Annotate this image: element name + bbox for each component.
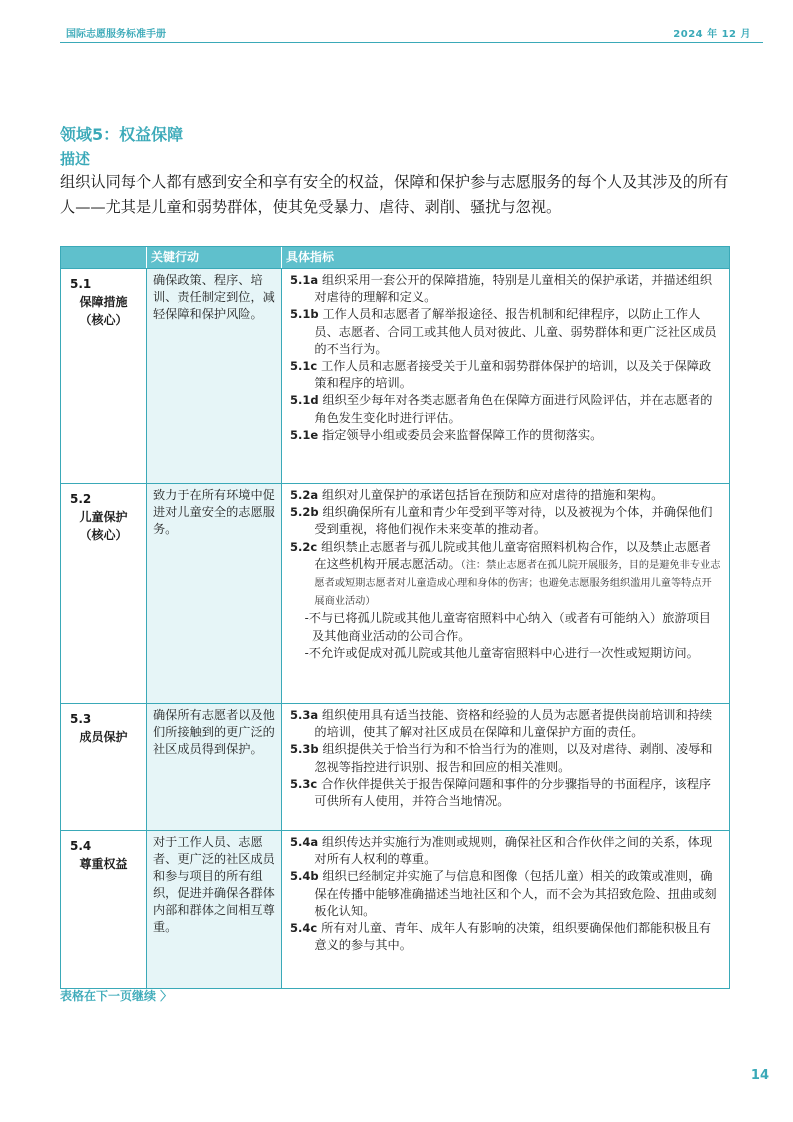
indicator-text: 组织对儿童保护的承诺包括旨在预防和应对虐待的措施和架构。 [322, 488, 664, 502]
indicator-id: 5.4a [290, 835, 319, 849]
indicator-id: 5.2b [290, 505, 319, 520]
indicators-cell [281, 831, 729, 988]
indicator-item [290, 392, 721, 426]
indicator-text: 组织提供关于恰当行为和不恰当行为的准则，以及对虐待、剥削、凌辱和忽视等指控进行识别、报告和回应的相关准则。 [314, 742, 713, 774]
indicator-text: 组织传达并实施行为准则或规则，确保社区和合作伙伴之间的关系，体现对所有人权利的尊重。 [314, 835, 713, 867]
header-indicators: 具体指标 [281, 247, 729, 268]
description-heading: 描述 [60, 150, 91, 168]
header-doc-title: 国际志愿服务标准手册 [66, 29, 166, 40]
indicator-id: 5.1a [290, 273, 319, 287]
header-divider [60, 42, 763, 43]
indicator-item [290, 306, 721, 358]
table-row [61, 703, 729, 830]
section-title: 领域5：权益保障 [60, 125, 184, 144]
indicator-id: 5.1e [290, 427, 319, 442]
indicator-sub-item: -不与已将孤儿院或其他儿童寄宿照料中心纳入（或者有可能纳入）旅游项目及其他商业活动的公司合作。 [304, 611, 711, 643]
indicator-id: 5.3a [290, 708, 319, 722]
page-header [0, 0, 793, 44]
indicators-cell [281, 484, 729, 703]
indicator-item [290, 868, 721, 920]
indicators-cell [281, 269, 729, 483]
row-core-tag: （核心） [79, 528, 128, 542]
indicator-item [290, 504, 721, 538]
key-action-cell: 对于工作人员、志愿者、更广泛的社区成员和参与项目的所有组织，促进并确保各群体内部和群体之间相互尊重。 [146, 831, 281, 988]
indicator-id: 5.1c [290, 359, 318, 374]
key-action-cell: 确保所有志愿者以及他们所接触到的更广泛的社区成员得到保护。 [146, 704, 281, 830]
indicator-item [290, 487, 721, 504]
header-blank-cell [61, 247, 146, 268]
standards-table [60, 246, 730, 989]
indicator-item [290, 358, 721, 392]
indicator-item [290, 834, 721, 868]
table-row [61, 830, 729, 988]
page-number: 14 [750, 1068, 769, 1083]
indicator-id: 5.4c [290, 921, 318, 936]
header-key-action: 关键行动 [146, 247, 281, 268]
table-header [61, 247, 729, 268]
indicator-item [290, 741, 721, 775]
indicator-id: 5.4b [290, 869, 319, 884]
indicator-item [290, 707, 721, 741]
header-date: 2024 年 12 月 [673, 29, 751, 40]
row-number: 5.1 [70, 277, 92, 291]
row-name: 尊重权益 [79, 857, 128, 871]
indicator-text: 组织确保所有儿童和青少年受到平等对待，以及被视为个体，并确保他们受到重视，将他们视作未来变革的推动者。 [314, 505, 713, 537]
indicator-text: 组织采用一套公开的保障措施，特别是儿童相关的保护承诺，并描述组织对虐待的理解和定义。 [314, 273, 713, 305]
indicator-item [290, 920, 721, 954]
indicator-item [290, 776, 721, 810]
table-row [61, 483, 729, 703]
row-name: 儿童保护 [79, 510, 128, 524]
description-text: 组织认同每个人都有感到安全和享有安全的权益，保障和保护参与志愿服务的每个人及其涉及的所有人——尤其是儿童和弱势群体，使其免受暴力、虐待、剥削、骚扰与忽视。 [60, 173, 729, 216]
indicator-text: 组织使用具有适当技能、资格和经验的人员为志愿者提供岗前培训和持续的培训，使其了解对社区成员在保障和儿童保护方面的责任。 [314, 708, 713, 740]
indicator-text: 组织禁止志愿者与孤儿院或其他儿童寄宿照料机构合作，以及禁止志愿者在这些机构开展志愿活动。 [314, 539, 712, 571]
indicator-sub-item: -不允许或促成对孤儿院或其他儿童寄宿照料中心进行一次性或短期访问。 [304, 645, 699, 660]
row-number: 5.2 [70, 492, 92, 506]
row-label [61, 484, 146, 703]
indicator-text: 工作人员和志愿者了解举报途径、报告机制和纪律程序，以防止工作人员、志愿者、合同工或其他人员对彼此、儿童、弱势群体和更广泛社区成员的不当行为。 [314, 307, 717, 356]
row-name: 成员保护 [79, 730, 128, 744]
row-label [61, 269, 146, 483]
key-action-cell: 确保政策、程序、培训、责任制定到位，减轻保障和保护风险。 [146, 269, 281, 483]
indicator-item [290, 539, 721, 611]
row-number: 5.4 [70, 839, 92, 853]
row-label [61, 704, 146, 830]
row-name: 保障措施 [79, 295, 128, 309]
table-row [61, 268, 729, 483]
key-action-cell: 致力于在所有环境中促进对儿童安全的志愿服务。 [146, 484, 281, 703]
continue-next-page-link[interactable]: 表格在下一页继续 〉 [60, 989, 173, 1003]
indicator-note: （注：禁止志愿者在孤儿院开展服务，目的是避免非专业志愿者或短期志愿者对儿童造成心理和身体的伤害；也避免志愿服务组织滥用儿童等特点开展商业活动） [314, 559, 721, 608]
indicator-id: 5.1d [290, 393, 319, 408]
indicator-text: 工作人员和志愿者接受关于儿童和弱势群体保护的培训，以及关于保障政策和程序的培训。 [314, 359, 712, 391]
indicator-text: 所有对儿童、青年、成年人有影响的决策，组织要确保他们都能积极且有意义的参与其中。 [314, 921, 712, 953]
indicator-id: 5.3c [290, 776, 318, 791]
row-number: 5.3 [70, 712, 92, 726]
indicator-id: 5.3b [290, 742, 319, 757]
row-label [61, 831, 146, 988]
row-core-tag: （核心） [79, 313, 128, 327]
indicator-id: 5.2c [290, 539, 318, 554]
indicator-id: 5.1b [290, 307, 319, 322]
indicator-text: 合作伙伴提供关于报告保障问题和事件的分步骤指导的书面程序，该程序可供所有人使用，并符合当地情况。 [314, 776, 712, 809]
indicator-item [290, 427, 721, 444]
indicator-text: 指定领导小组或委员会来监督保障工作的贯彻落实。 [322, 427, 603, 442]
indicator-id: 5.2a [290, 488, 319, 502]
indicators-cell [281, 704, 729, 830]
indicator-item [290, 272, 721, 306]
indicator-text: 组织已经制定并实施了与信息和图像（包括儿童）相关的政策或准则，确保在传播中能够准确描述当地社区和个人，而不会为其招致危险、扭曲或刻板化认知。 [314, 869, 717, 918]
indicator-text: 组织至少每年对各类志愿者角色在保障方面进行风险评估，并在志愿者的角色发生变化时进行评估。 [314, 393, 713, 425]
